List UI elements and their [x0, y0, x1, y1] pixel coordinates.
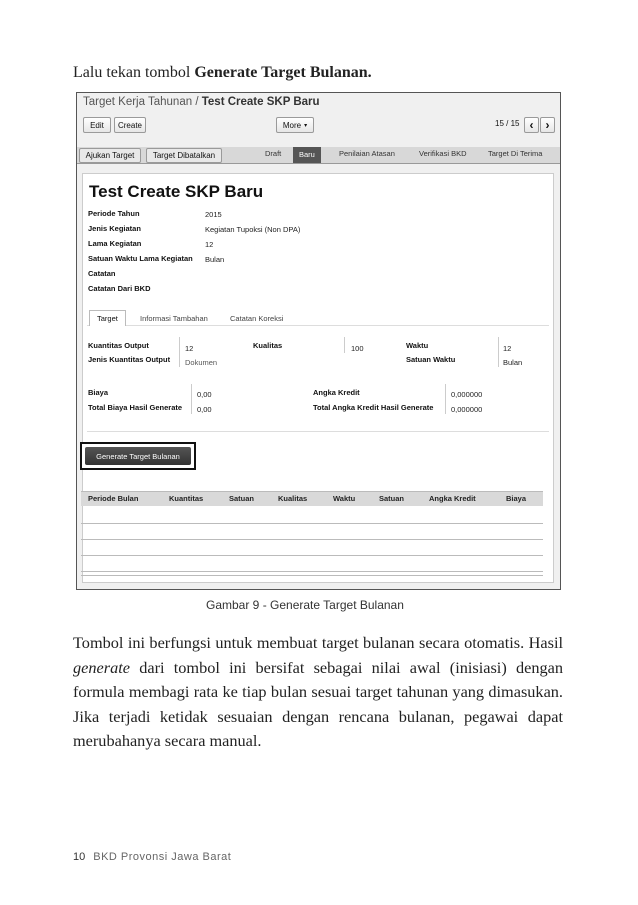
footer-organization: BKD Provonsi Jawa Barat — [93, 851, 232, 863]
breadcrumb-parent[interactable]: Target Kerja Tahunan — [83, 96, 193, 108]
next-record-icon[interactable]: › — [540, 117, 555, 133]
label-biaya: Biaya — [88, 388, 109, 397]
breadcrumb-current: Test Create SKP Baru — [201, 96, 320, 108]
tab-informasi-tambahan[interactable]: Informasi Tambahan — [140, 314, 208, 323]
column-separator — [191, 384, 192, 414]
state-target-di-terima: Target Di Terima — [488, 149, 543, 158]
pager-counter: 15 / 15 — [495, 119, 520, 128]
field-label-jenis-kegiatan: Jenis Kegiatan — [88, 224, 141, 233]
create-button[interactable]: Create — [114, 117, 146, 133]
field-label-catatan: Catatan — [88, 269, 116, 278]
field-value-jenis-kegiatan: Kegiatan Tupoksi (Non DPA) — [205, 225, 301, 234]
value-jenis-kuantitas-output: Dokumen — [185, 358, 218, 367]
paragraph-italic: generate — [73, 657, 130, 677]
label-kualitas: Kualitas — [253, 341, 283, 350]
tab-catatan-koreksi[interactable]: Catatan Koreksi — [230, 314, 284, 323]
table-row — [81, 523, 543, 524]
generate-target-bulanan-button[interactable]: Generate Target Bulanan — [85, 447, 191, 465]
column-header[interactable]: Kuantitas — [169, 494, 204, 503]
column-header[interactable]: Biaya — [506, 494, 527, 503]
label-jenis-kuantitas-output: Jenis Kuantitas Output — [88, 355, 171, 364]
state-penilaian-atasan: Penilaian Atasan — [339, 149, 395, 158]
value-waktu: 12 — [503, 344, 512, 353]
value-total-biaya: 0,00 — [197, 405, 212, 414]
target-dibatalkan-button[interactable]: Target Dibatalkan — [146, 148, 222, 163]
column-header[interactable]: Waktu — [333, 494, 356, 503]
label-waktu: Waktu — [406, 341, 429, 350]
field-label-catatan-bkd: Catatan Dari BKD — [88, 284, 151, 293]
value-kuantitas-output: 12 — [185, 344, 194, 353]
paragraph-part-2: dari tombol ini bersifat sebagai nilai awal (inisiasi) dengan formula membagi rata ke tiap bulan sesuai target tahunan yang dimasukan. Jika terjadi ketidak sesuaian dengan rencana bulanan, pegawai dapat merubahanya secara manual. — [73, 657, 563, 750]
ajukan-target-button[interactable]: Ajukan Target — [79, 148, 141, 163]
table-row — [81, 539, 543, 540]
state-verifikasi-bkd: Verifikasi BKD — [419, 149, 467, 158]
breadcrumb-separator: / — [195, 96, 199, 108]
column-header[interactable]: Satuan — [379, 494, 405, 503]
field-label-satuan-waktu: Satuan Waktu Lama Kegiatan — [88, 254, 193, 263]
table-header — [81, 491, 543, 506]
column-separator — [498, 337, 499, 367]
figure-caption: Gambar 9 - Generate Target Bulanan — [206, 598, 404, 612]
intro-text — [73, 64, 372, 82]
column-header[interactable]: Periode Bulan — [88, 494, 139, 503]
column-separator — [344, 337, 345, 353]
more-label: More — [282, 120, 302, 130]
label-angka-kredit: Angka Kredit — [313, 388, 360, 397]
state-draft: Draft — [265, 149, 282, 158]
body-paragraph — [73, 631, 563, 754]
field-value-lama-kegiatan: 12 — [205, 240, 214, 249]
section-divider — [87, 431, 549, 432]
field-label-lama-kegiatan: Lama Kegiatan — [88, 239, 142, 248]
state-baru: Baru — [293, 147, 321, 163]
field-label-periode-tahun: Periode Tahun — [88, 209, 140, 218]
notebook-divider — [87, 325, 549, 326]
more-button[interactable] — [276, 117, 314, 133]
field-value-satuan-waktu: Bulan — [205, 255, 225, 264]
caret-down-icon: ▾ — [304, 122, 308, 129]
form-sheet — [82, 173, 554, 583]
intro-bold: Generate Target Bulanan. — [194, 64, 372, 81]
column-header[interactable]: Satuan — [229, 494, 255, 503]
field-value-periode-tahun: 2015 — [205, 210, 222, 219]
intro-prefix: Lalu tekan tombol — [73, 64, 195, 81]
column-separator — [445, 384, 446, 414]
tab-target[interactable]: Target — [89, 310, 126, 326]
label-kuantitas-output: Kuantitas Output — [88, 341, 149, 350]
column-separator — [179, 337, 180, 367]
value-biaya: 0,00 — [197, 390, 212, 399]
page-number: 10 — [73, 851, 86, 863]
column-header[interactable]: Kualitas — [278, 494, 308, 503]
value-angka-kredit: 0,000000 — [451, 390, 483, 399]
value-satuan-waktu: Bulan — [503, 358, 523, 367]
column-header[interactable]: Angka Kredit — [429, 494, 476, 503]
generate-highlight-frame — [80, 442, 196, 470]
label-total-angka-kredit: Total Angka Kredit Hasil Generate — [313, 403, 434, 412]
paragraph-part-1: Tombol ini berfungsi untuk membuat target bulanan secara otomatis. Hasil — [73, 633, 563, 652]
label-total-biaya: Total Biaya Hasil Generate — [88, 403, 183, 412]
breadcrumb — [83, 96, 320, 108]
table-row — [81, 571, 543, 572]
page-footer — [73, 851, 231, 863]
table-footer-line — [81, 575, 543, 576]
screenshot-figure — [76, 92, 561, 590]
table-row — [81, 555, 543, 556]
previous-record-icon[interactable]: ‹ — [524, 117, 539, 133]
value-kualitas: 100 — [351, 344, 364, 353]
label-satuan-waktu: Satuan Waktu — [406, 355, 456, 364]
edit-button[interactable]: Edit — [83, 117, 111, 133]
value-total-angka-kredit: 0,000000 — [451, 405, 483, 414]
record-title: Test Create SKP Baru — [89, 182, 264, 201]
